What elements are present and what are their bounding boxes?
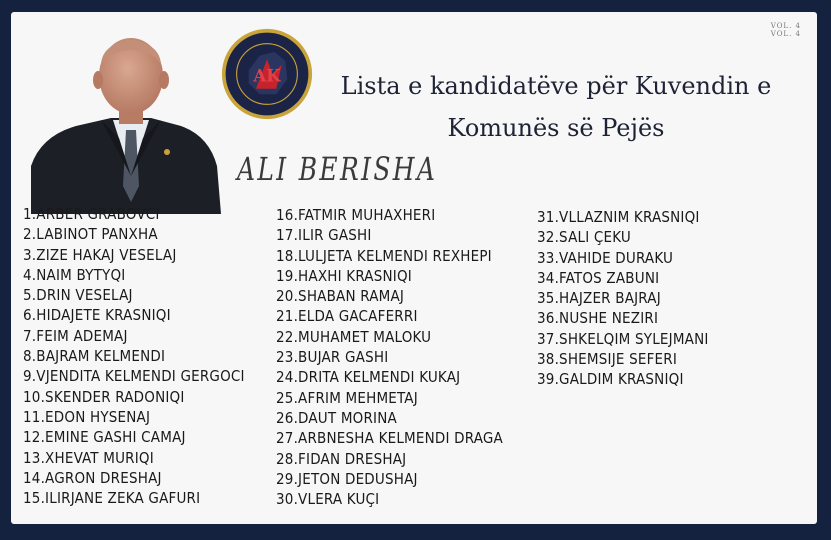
candidate-item: 3.ZIZE HAKAJ VESELAJ bbox=[23, 245, 177, 264]
candidate-item: 33.VAHIDE DURAKU bbox=[537, 248, 674, 267]
candidate-item: 17.ILIR GASHI bbox=[276, 226, 372, 245]
candidate-item: 38.SHEMSIJE SEFERI bbox=[537, 350, 678, 369]
candidate-item: 21.ELDA GACAFERRI bbox=[276, 307, 418, 326]
candidate-item: 22.MUHAMET MALOKU bbox=[276, 327, 432, 346]
candidate-list-column-2 bbox=[276, 205, 503, 509]
candidate-item: 27.ARBNESHA KELMENDI DRAGA bbox=[276, 429, 503, 448]
candidate-item: 24.DRITA KELMENDI KUKAJ bbox=[276, 368, 461, 387]
candidate-item: 34.FATOS ZABUNI bbox=[537, 268, 660, 287]
volume-label-repeat: VOL. 4 bbox=[770, 30, 801, 38]
candidate-item: 16.FATMIR MUHAXHERI bbox=[276, 206, 436, 224]
page-title-line-1: Lista e kandidatëve për Kuvendin e bbox=[340, 72, 772, 100]
candidate-item: 26.DAUT MORINA bbox=[276, 408, 397, 427]
party-logo bbox=[221, 28, 313, 120]
candidate-item: 10.SKENDER RADONIQI bbox=[23, 387, 185, 406]
candidate-item: 29.JETON DEDUSHAJ bbox=[276, 469, 418, 488]
candidate-item: 12.EMINE GASHI CAMAJ bbox=[23, 428, 186, 447]
candidate-item: 19.HAXHI KRASNIQI bbox=[276, 266, 412, 285]
candidate-item: 23.BUJAR GASHI bbox=[276, 348, 389, 367]
candidate-item: 36.NUSHE NEZIRI bbox=[537, 309, 659, 328]
page-title-line-2: Komunës së Pejës bbox=[447, 114, 665, 142]
candidate-item: 11.EDON HYSENAJ bbox=[23, 407, 151, 426]
candidate-item: 28.FIDAN DRESHAJ bbox=[276, 449, 407, 468]
candidate-item: 13.XHEVAT MURIQI bbox=[23, 448, 154, 467]
candidate-list-column-1 bbox=[23, 204, 245, 508]
candidate-item: 20.SHABAN RAMAJ bbox=[276, 287, 405, 306]
candidate-item: 6.HIDAJETE KRASNIQI bbox=[23, 306, 171, 325]
candidate-item: 4.NAIM BYTYQI bbox=[23, 265, 126, 284]
candidate-item: 9.VJENDITA KELMENDI GERGOCI bbox=[23, 367, 245, 386]
candidate-item: 8.BAJRAM KELMENDI bbox=[23, 347, 166, 366]
candidate-item: 1.ARBER GRABOVCI bbox=[23, 205, 160, 223]
candidate-item: 25.AFRIM MEHMETAJ bbox=[276, 388, 418, 407]
candidate-item: 31.VLLAZNIM KRASNIQI bbox=[537, 208, 700, 226]
poster-card bbox=[11, 12, 817, 524]
volume-label: VOL. 4 bbox=[770, 22, 801, 30]
candidate-item: 35.HAJZER BAJRAJ bbox=[537, 289, 661, 308]
candidate-item: 30.VLERA KUÇI bbox=[276, 490, 380, 509]
candidate-item: 32.SALI ÇEKU bbox=[537, 228, 631, 247]
candidate-item: 2.LABINOT PANXHA bbox=[23, 225, 158, 244]
candidate-photo bbox=[31, 26, 221, 214]
candidate-item: 5.DRIN VESELAJ bbox=[23, 286, 133, 305]
candidate-item: 14.AGRON DRESHAJ bbox=[23, 468, 162, 487]
candidate-item: 39.GALDIM KRASNIQI bbox=[537, 370, 684, 389]
candidate-item: 37.SHKELQIM SYLEJMANI bbox=[537, 329, 709, 348]
logo-monogram: AK bbox=[253, 65, 281, 86]
candidate-item: 15.ILIRJANE ZEKA GAFURI bbox=[23, 489, 201, 508]
candidate-list-column-3 bbox=[537, 207, 709, 390]
signature: ALI BERISHA bbox=[237, 150, 438, 188]
candidate-item: 18.LULJETA KELMENDI REXHEPI bbox=[276, 246, 492, 265]
candidate-item: 7.FEIM ADEMAJ bbox=[23, 326, 128, 345]
